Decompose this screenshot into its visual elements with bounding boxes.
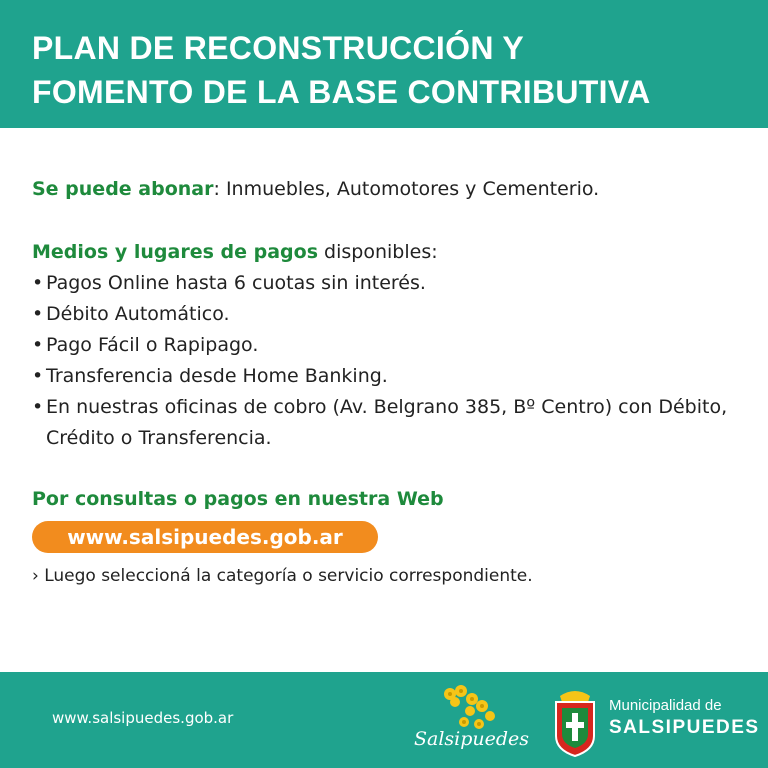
info-content <box>32 174 752 454</box>
footer-website-link[interactable]: www.salsipuedes.gob.ar <box>52 709 234 727</box>
payment-methods-label: Medios y lugares de pagos <box>32 241 319 263</box>
title-line-2: FOMENTO DE LA BASE CONTRIBUTIVA <box>32 74 651 110</box>
footer-banner <box>0 672 768 768</box>
header-banner <box>0 0 768 128</box>
town-logo-text: Salsipuedes <box>414 728 530 750</box>
list-item: • Pago Fácil o Rapipago. <box>32 334 259 356</box>
list-item: • En nuestras oficinas de cobro (Av. Belgrano 385, Bº Centro) con Débito, Crédito o Transferencia. <box>32 396 728 449</box>
title-line-1: PLAN DE RECONSTRUCCIÓN Y <box>32 30 524 66</box>
list-item: • Pagos Online hasta 6 cuotas sin interés. <box>32 272 426 294</box>
payment-methods-list <box>32 268 752 454</box>
page-title <box>32 26 752 114</box>
website-link-button[interactable]: www.salsipuedes.gob.ar <box>32 521 378 553</box>
payable-line <box>32 174 752 205</box>
list-item: • Débito Automático. <box>32 303 230 325</box>
municipality-line-2: SALSIPUEDES <box>609 717 760 738</box>
municipal-crest-icon <box>550 686 600 758</box>
municipality-name <box>609 696 760 740</box>
web-note: › Luego seleccioná la categoría o servicio correspondiente. <box>32 566 533 586</box>
list-item: • Transferencia desde Home Banking. <box>32 365 388 387</box>
payable-text: : Inmuebles, Automotores y Cementerio. <box>213 178 600 200</box>
payment-methods-heading <box>32 237 752 268</box>
web-heading: Por consultas o pagos en nuestra Web <box>32 488 444 510</box>
payable-label: Se puede abonar <box>32 178 214 200</box>
town-logo <box>414 682 530 764</box>
payment-methods-text: disponibles: <box>318 241 438 263</box>
municipality-line-1: Municipalidad de <box>609 697 722 714</box>
